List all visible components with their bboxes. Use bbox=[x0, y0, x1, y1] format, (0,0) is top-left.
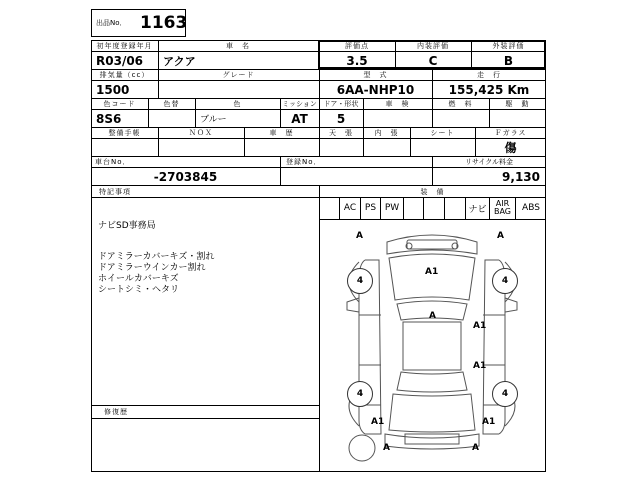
chassis-label: 車台No． bbox=[95, 158, 131, 166]
model-value: 6AA-NHP10 bbox=[336, 82, 415, 97]
interior-score-label: 内装評価 bbox=[417, 42, 449, 50]
damage-front-right: A bbox=[497, 231, 504, 241]
model-label: 型 式 bbox=[363, 71, 388, 79]
color-change-label: 色替 bbox=[163, 100, 180, 108]
remark-item: シートシミ・ヘタリ bbox=[98, 285, 180, 295]
color-code-value: 8S6 bbox=[96, 111, 122, 126]
damage-rear-left: A1 bbox=[371, 417, 385, 427]
tire-rear-left: 4 bbox=[347, 381, 373, 407]
drive-label: 駆 動 bbox=[505, 100, 530, 108]
transmission-label: ミッション bbox=[282, 100, 317, 108]
damage-front-left: A bbox=[356, 231, 363, 241]
damage-rear-bottom-left: A bbox=[383, 443, 390, 453]
doors-value: 5 bbox=[336, 111, 346, 126]
color-code-label: 色コード bbox=[103, 100, 136, 108]
car-diagram bbox=[319, 220, 546, 472]
recycle-label: リサイクル料金 bbox=[464, 158, 514, 166]
tire-front-right: 4 bbox=[492, 268, 518, 294]
remark-item: ドアミラーウインカー割れ bbox=[98, 263, 206, 273]
remark-line-1: ナビSD事務局 bbox=[98, 221, 156, 231]
remark-item: ドアミラーカバーキズ・割れ bbox=[98, 252, 215, 262]
manual-label: 整備手帳 bbox=[108, 129, 141, 137]
equip-ps: PS bbox=[364, 203, 377, 213]
equip-airbag: AIR BAG bbox=[493, 199, 512, 216]
fuel-label: 燃 料 bbox=[448, 100, 473, 108]
damage-right-front-door: A1 bbox=[473, 321, 487, 331]
year-value: R03/06 bbox=[96, 53, 144, 68]
registration-label: 登録No． bbox=[286, 158, 322, 166]
mileage-value: 155,425 Km bbox=[448, 82, 530, 97]
history-label: 車 歴 bbox=[269, 129, 294, 137]
tire-rear-right: 4 bbox=[492, 381, 518, 407]
tire-front-left: 4 bbox=[347, 268, 373, 294]
exterior-score-value: B bbox=[503, 53, 514, 68]
damage-roof: A bbox=[429, 311, 436, 321]
displacement-value: 1500 bbox=[96, 82, 130, 97]
damage-right-rear-door: A1 bbox=[473, 361, 487, 371]
color-value: ブルー bbox=[200, 115, 227, 125]
exterior-score-label: 外装評価 bbox=[492, 42, 525, 50]
recycle-value: 9,130 bbox=[502, 169, 540, 184]
equipment-row bbox=[319, 197, 546, 219]
car-name-value: アクア bbox=[163, 54, 196, 68]
remarks-label: 特記事項 bbox=[99, 187, 131, 196]
displacement-label: 排気量（cc） bbox=[99, 71, 150, 79]
year-label: 初年度登録年月 bbox=[96, 42, 153, 50]
mileage-label: 走 行 bbox=[477, 71, 501, 79]
nox-label: ＮＯＸ bbox=[189, 129, 213, 137]
remark-item: ホイールカバーキズ bbox=[98, 274, 179, 284]
lot-number: 1163 bbox=[140, 13, 188, 33]
damage-rear-bottom-right: A bbox=[472, 443, 479, 453]
equipment-label: 装 備 bbox=[420, 187, 445, 196]
seat-label: シート bbox=[430, 129, 455, 137]
score-value: 3.5 bbox=[346, 53, 368, 68]
name-label: 車 名 bbox=[226, 42, 250, 50]
inspection-label: 車 検 bbox=[385, 100, 410, 108]
damage-rear-right: A1 bbox=[482, 417, 496, 427]
score-label: 評価点 bbox=[345, 42, 369, 50]
remarks-text bbox=[98, 221, 313, 296]
lot-box bbox=[91, 9, 186, 37]
equip-abs: ABS bbox=[522, 203, 540, 213]
equip-ac: AC bbox=[343, 203, 357, 213]
glass-label: Ｆガラス bbox=[494, 129, 527, 137]
chassis-value: -2703845 bbox=[153, 169, 218, 184]
interior-lining-label: 内 張 bbox=[374, 129, 399, 137]
repair-history-label: 修復歴 bbox=[104, 408, 128, 416]
damage-hood: A1 bbox=[425, 267, 439, 277]
transmission-value: AT bbox=[291, 111, 308, 126]
interior-score-value: C bbox=[428, 53, 438, 68]
roof-lining-label: 天 張 bbox=[329, 129, 353, 137]
grade-label: グレード bbox=[222, 71, 255, 79]
equip-navi: ナビ bbox=[468, 204, 487, 215]
color-label: 色 bbox=[233, 100, 242, 108]
lot-label: 出品No． bbox=[96, 19, 127, 27]
doors-label: ドア・形状 bbox=[323, 100, 359, 108]
glass-value: 傷 bbox=[504, 141, 517, 155]
grade-value bbox=[158, 81, 319, 98]
equip-pw: PW bbox=[384, 203, 400, 213]
